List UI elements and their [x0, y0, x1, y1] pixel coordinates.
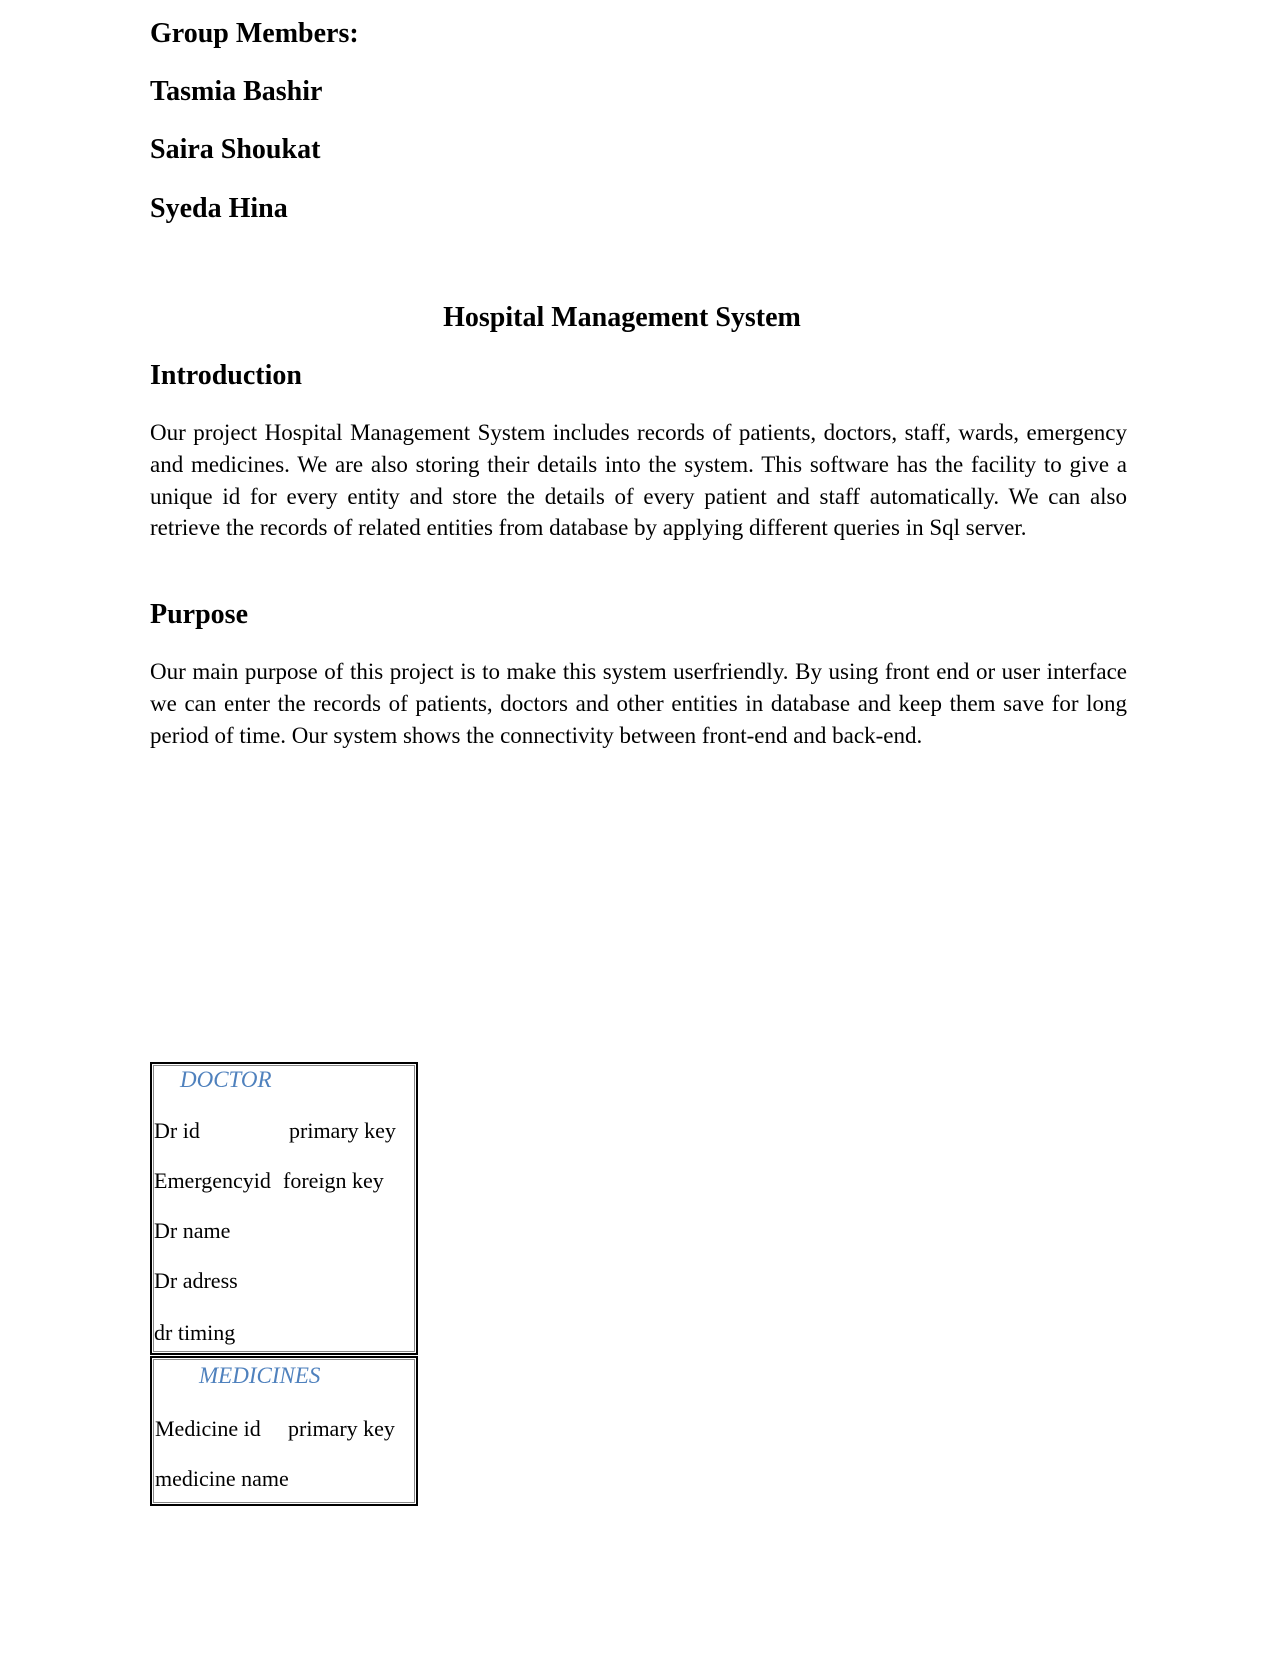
member-name: Syeda Hina [150, 193, 288, 224]
attribute-key: foreign key [283, 1168, 384, 1193]
entity-title: DOCTOR [180, 1067, 272, 1092]
attribute-field: Medicine id [155, 1416, 261, 1441]
entity-attribute-row [154, 1267, 238, 1295]
section-heading-purpose: Purpose [150, 599, 248, 630]
entity-attribute-row [154, 1117, 414, 1145]
entity-attribute-row [155, 1415, 415, 1443]
entity-box-doctor [150, 1062, 418, 1355]
group-members-heading: Group Members: [150, 18, 359, 49]
attribute-field: Dr id [154, 1118, 200, 1143]
attribute-field: Emergencyid [154, 1168, 271, 1193]
member-name: Saira Shoukat [150, 134, 321, 165]
entity-attribute-row [154, 1319, 235, 1347]
introduction-paragraph: Our project Hospital Management System includes records of patients, doctors, staff, wards, emergency and medicines. We are also storing their details into the system. This software has the facility to give a unique id for every entity and store the details of every patient and staff automatically. We can also retrieve the records of related entities from database by applying different queries in Sql server. [150, 420, 1127, 541]
attribute-field: dr timing [154, 1320, 236, 1345]
entity-attribute-row [155, 1465, 289, 1493]
section-heading-introduction: Introduction [150, 360, 302, 391]
member-name: Tasmia Bashir [150, 76, 323, 107]
entity-attribute-row [154, 1217, 230, 1245]
entity-box-medicines [150, 1356, 418, 1506]
attribute-field: Dr adress [154, 1268, 238, 1293]
attribute-field: medicine name [155, 1466, 289, 1491]
attribute-key: primary key [289, 1118, 396, 1143]
document-title: Hospital Management System [443, 302, 801, 333]
attribute-field: Dr name [154, 1218, 231, 1243]
entity-attribute-row [154, 1167, 414, 1195]
entity-title: MEDICINES [199, 1363, 321, 1388]
purpose-paragraph: Our main purpose of this project is to make this system userfriendly. By using front end or user interface we can enter the records of patients, doctors and other entities in database and keep them save for long period of time. Our system shows the connectivity between front-end and back-end. [150, 659, 1127, 748]
attribute-key: primary key [288, 1416, 395, 1441]
